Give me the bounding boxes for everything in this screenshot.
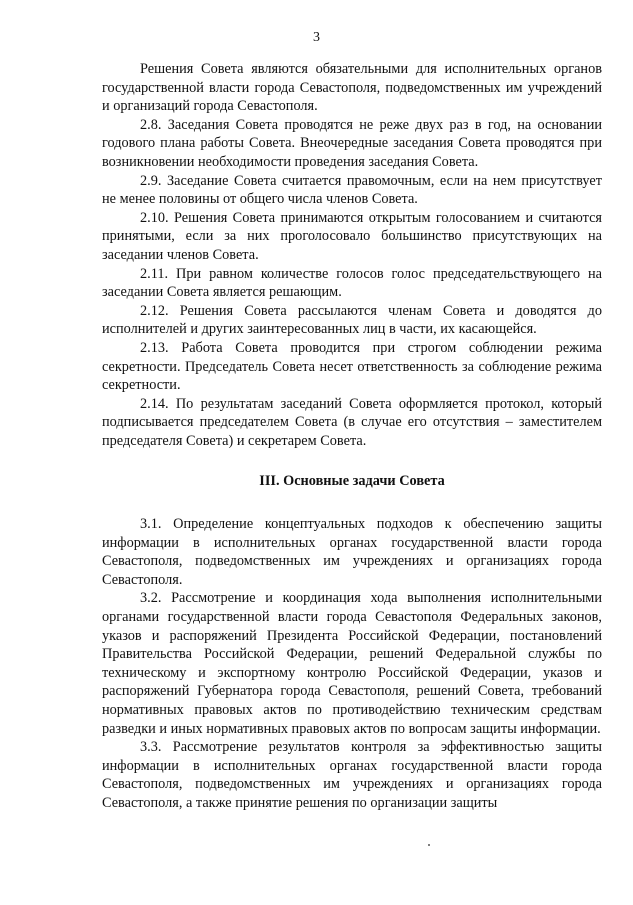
paragraph-2-8: 2.8. Заседания Совета проводятся не реже двух раз в год, на основании годового плана работы Совета. Внеочередные заседания Совета проводятся при возникновении необходимости проведения заседания Совета. <box>102 116 602 170</box>
paragraph-2-11: 2.11. При равном количестве голосов голос председательствующего на заседании Совета является решающим. <box>102 265 602 301</box>
paragraph-2-14: 2.14. По результатам заседаний Совета оформляется протокол, который подписывается председателем Совета (в случае его отсутствия – заместителем председателя Совета) и секретарем Совета. <box>102 395 602 449</box>
paragraph-3-1: 3.1. Определение концептуальных подходов к обеспечению защиты информации в исполнительных органах государственной власти города Севастополя, подведомственных им учреждениях и организациях города Севастополя. <box>102 516 602 588</box>
paragraph-2-13: 2.13. Работа Совета проводится при строгом соблюдении режима секретности. Председатель Совета несет ответственность за соблюдение режима секретности. <box>102 339 602 394</box>
page-number: 3 <box>313 30 320 45</box>
paragraph-3-2: 3.2. Рассмотрение и координация хода выполнения исполнительными органами государственной власти города Севастополя Федеральных законов, указов и распоряжений Президента Российской Федерации, постановлений Правительства Российской Федерации, решений Федеральной службы по техническому и экспортному контролю Российской Федерации, указов и распоряжений Губернатора города Севастополя, решений Совета, требований нормативных правовых актов по противодействию техническим средствам разведки и иных нормативных правовых актов по вопросам защиты информации. <box>102 590 602 737</box>
paragraph-2-10: 2.10. Решения Совета принимаются открытым голосованием и считаются принятыми, если за них проголосовало большинство присутствующих на заседании членов Совета. <box>102 209 602 263</box>
paragraph-council-decisions-binding: Решения Совета являются обязательными для исполнительных органов государственной власти города Севастополя, подведомственных им учреждений и организаций города Севастополя. <box>102 61 602 115</box>
section-heading: III. Основные задачи Совета <box>259 473 445 490</box>
paragraph-2-9: 2.9. Заседание Совета считается правомочным, если на нем присутствует не менее половины от общего числа членов Совета. <box>102 172 602 208</box>
paragraph-3-3: 3.3. Рассмотрение результатов контроля за эффективностью защиты информации в исполнительных органах государственной власти города Севастополя, подведомственных им учреждениях и организациях города Севастополя, а также принятие решения по организации защиты <box>102 739 602 811</box>
document-body <box>102 60 602 813</box>
paragraph-2-12: 2.12. Решения Совета рассылаются членам Совета и доводятся до исполнителей и других заинтересованных лиц в части, их касающейся. <box>102 302 602 338</box>
scan-speck <box>428 844 430 846</box>
